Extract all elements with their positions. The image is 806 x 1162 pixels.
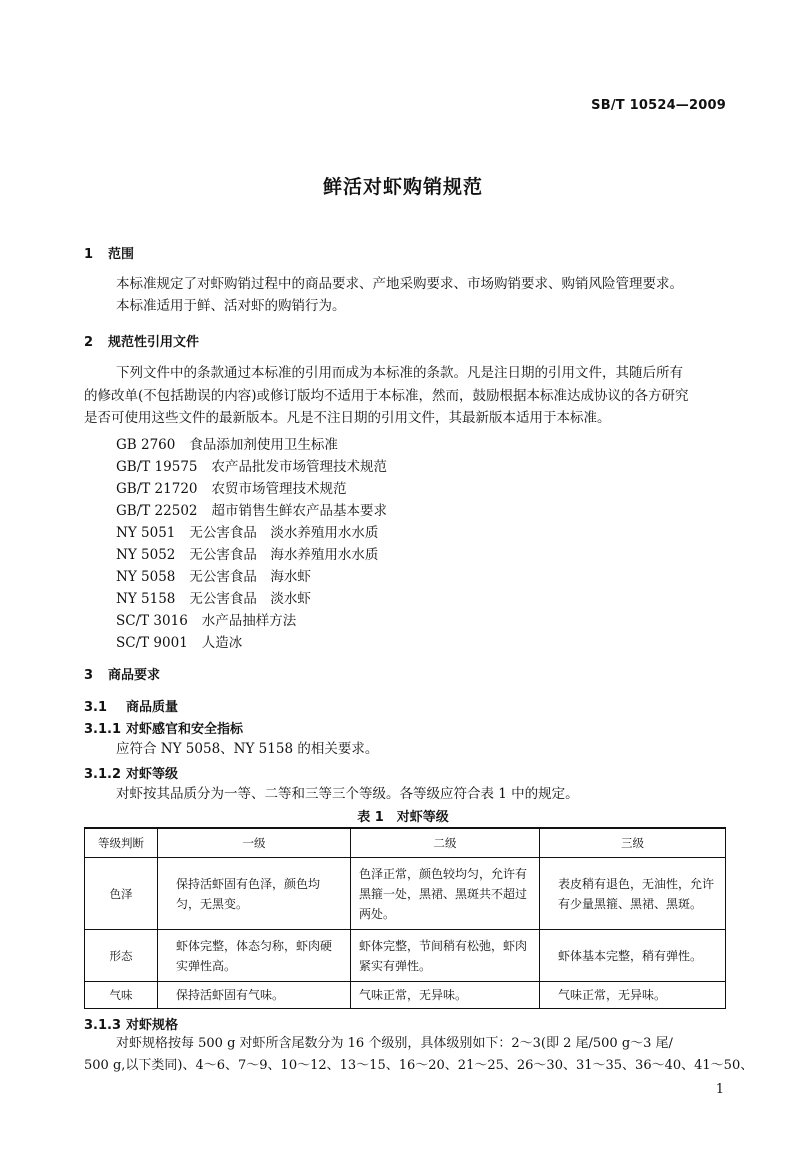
section-number: 3	[84, 668, 94, 683]
section-title: 对虾规格	[126, 1018, 179, 1033]
reference-title: 无公害食品 海水虾	[189, 569, 311, 585]
paragraph-line: 500 g,以下类同)、4～6、7～9、10～12、13～15、16～20、21～25、26～30、31～35、36～40、41～50、	[84, 1058, 754, 1073]
section-number: 3.1.1	[84, 722, 122, 737]
subsection-3-1-2-heading	[84, 763, 178, 782]
paragraph: 对虾按其品质分为一等、二等和三等三个等级。各等级应符合表 1 中的规定。	[116, 786, 579, 802]
table-cell: 表皮稍有退色，无油性，允许有少量黑箍、黑裙、黑斑。	[540, 858, 726, 930]
reference-item	[116, 521, 378, 541]
document-title: 鲜活对虾购销规范	[322, 176, 483, 198]
reference-title: 农产品批发市场管理技术规范	[211, 459, 387, 475]
reference-item	[116, 565, 311, 585]
section-number: 3.1	[84, 700, 108, 715]
section-title: 规范性引用文件	[108, 335, 200, 350]
table-cell: 虾体完整，节间稍有松弛，虾肉紧实有弹性。	[351, 930, 540, 982]
row-label: 色泽	[85, 858, 158, 930]
table-cell: 虾体基本完整，稍有弹性。	[540, 930, 726, 982]
reference-code: NY 5051	[116, 525, 176, 541]
reference-code: GB/T 19575	[116, 459, 198, 475]
table-cell: 气味正常，无异味。	[351, 982, 540, 1009]
reference-title: 农贸市场管理技术规范	[211, 481, 347, 497]
standard-code: SB/T 10524—2009	[591, 98, 726, 113]
section-3-heading	[84, 664, 160, 683]
subsection-3-1-3-heading	[84, 1014, 178, 1033]
reference-code: GB/T 21720	[116, 481, 198, 497]
paragraph-line: 对虾规格按每 500 g 对虾所含尾数分为 16 个级别，具体级别如下：2～3(即 2 尾/500 g～3 尾/	[116, 1036, 673, 1051]
reference-item	[116, 477, 347, 497]
section-title: 范围	[108, 247, 135, 262]
paragraph-line: 下列文件中的条款通过本标准的引用而成为本标准的条款。凡是注日期的引用文件，其随后所有	[116, 365, 683, 381]
section-title: 商品质量	[126, 700, 179, 715]
page-number: 1	[715, 1082, 724, 1097]
reference-title: 人造冰	[201, 635, 243, 651]
row-label: 形态	[85, 930, 158, 982]
grade-table	[84, 827, 726, 1009]
table-cell: 虾体完整，体态匀称，虾肉硬实弹性高。	[158, 930, 351, 982]
reference-code: GB 2760	[116, 437, 176, 453]
reference-title: 无公害食品 淡水虾	[189, 591, 311, 607]
section-title: 商品要求	[108, 668, 161, 683]
reference-item	[116, 455, 387, 475]
reference-item	[116, 433, 338, 453]
table-header: 等级判断	[85, 828, 158, 858]
reference-code: NY 5052	[116, 547, 176, 563]
table-cell: 保持活虾固有气味。	[158, 982, 351, 1009]
table-cell: 色泽正常，颜色较均匀，允许有黑箍一处，黑裙、黑斑共不超过两处。	[351, 858, 540, 930]
reference-item	[116, 631, 242, 651]
reference-title: 食品添加剂使用卫生标准	[189, 437, 338, 453]
section-title: 对虾等级	[126, 767, 179, 782]
reference-code: NY 5158	[116, 591, 176, 607]
reference-code: GB/T 22502	[116, 503, 198, 519]
table-row	[85, 930, 726, 982]
section-2-heading	[84, 331, 199, 350]
table-header: 二级	[351, 828, 540, 858]
reference-code: NY 5058	[116, 569, 176, 585]
reference-item	[116, 543, 378, 563]
section-number: 1	[84, 247, 94, 262]
subsection-3-1-heading	[84, 696, 178, 715]
reference-code: SC/T 9001	[116, 635, 188, 651]
reference-title: 无公害食品 淡水养殖用水水质	[189, 525, 379, 541]
table-caption: 表 1 对虾等级	[357, 810, 449, 825]
table-header-row	[85, 828, 726, 858]
section-number: 2	[84, 335, 94, 350]
section-number: 3.1.3	[84, 1018, 122, 1033]
paragraph: 本标准规定了对虾购销过程中的商品要求、产地采购要求、市场购销要求、购销风险管理要求。	[116, 276, 683, 292]
table-cell: 保持活虾固有色泽，颜色均匀，无黑变。	[158, 858, 351, 930]
paragraph-line: 是否可使用这些文件的最新版本。凡是不注日期的引用文件，其最新版本适用于本标准。	[84, 410, 611, 426]
section-1-heading	[84, 243, 134, 262]
section-number: 3.1.2	[84, 767, 122, 782]
table-row	[85, 858, 726, 930]
row-label: 气味	[85, 982, 158, 1009]
reference-item	[116, 499, 387, 519]
section-title: 对虾感官和安全指标	[126, 722, 244, 737]
reference-title: 无公害食品 海水养殖用水水质	[189, 547, 379, 563]
reference-title: 水产品抽样方法	[201, 613, 297, 629]
table-cell: 气味正常，无异味。	[540, 982, 726, 1009]
reference-title: 超市销售生鲜农产品基本要求	[211, 503, 387, 519]
reference-code: SC/T 3016	[116, 613, 188, 629]
paragraph: 本标准适用于鲜、活对虾的购销行为。	[116, 298, 346, 314]
table-header: 一级	[158, 828, 351, 858]
reference-item	[116, 609, 296, 629]
subsection-3-1-1-heading	[84, 718, 243, 737]
paragraph-line: 的修改单(不包括勘误的内容)或修订版均不适用于本标准，然而，鼓励根据本标准达成协议的各方研究	[84, 388, 689, 404]
reference-item	[116, 587, 311, 607]
table-row	[85, 982, 726, 1009]
table-header: 三级	[540, 828, 726, 858]
paragraph: 应符合 NY 5058、NY 5158 的相关要求。	[116, 741, 379, 757]
